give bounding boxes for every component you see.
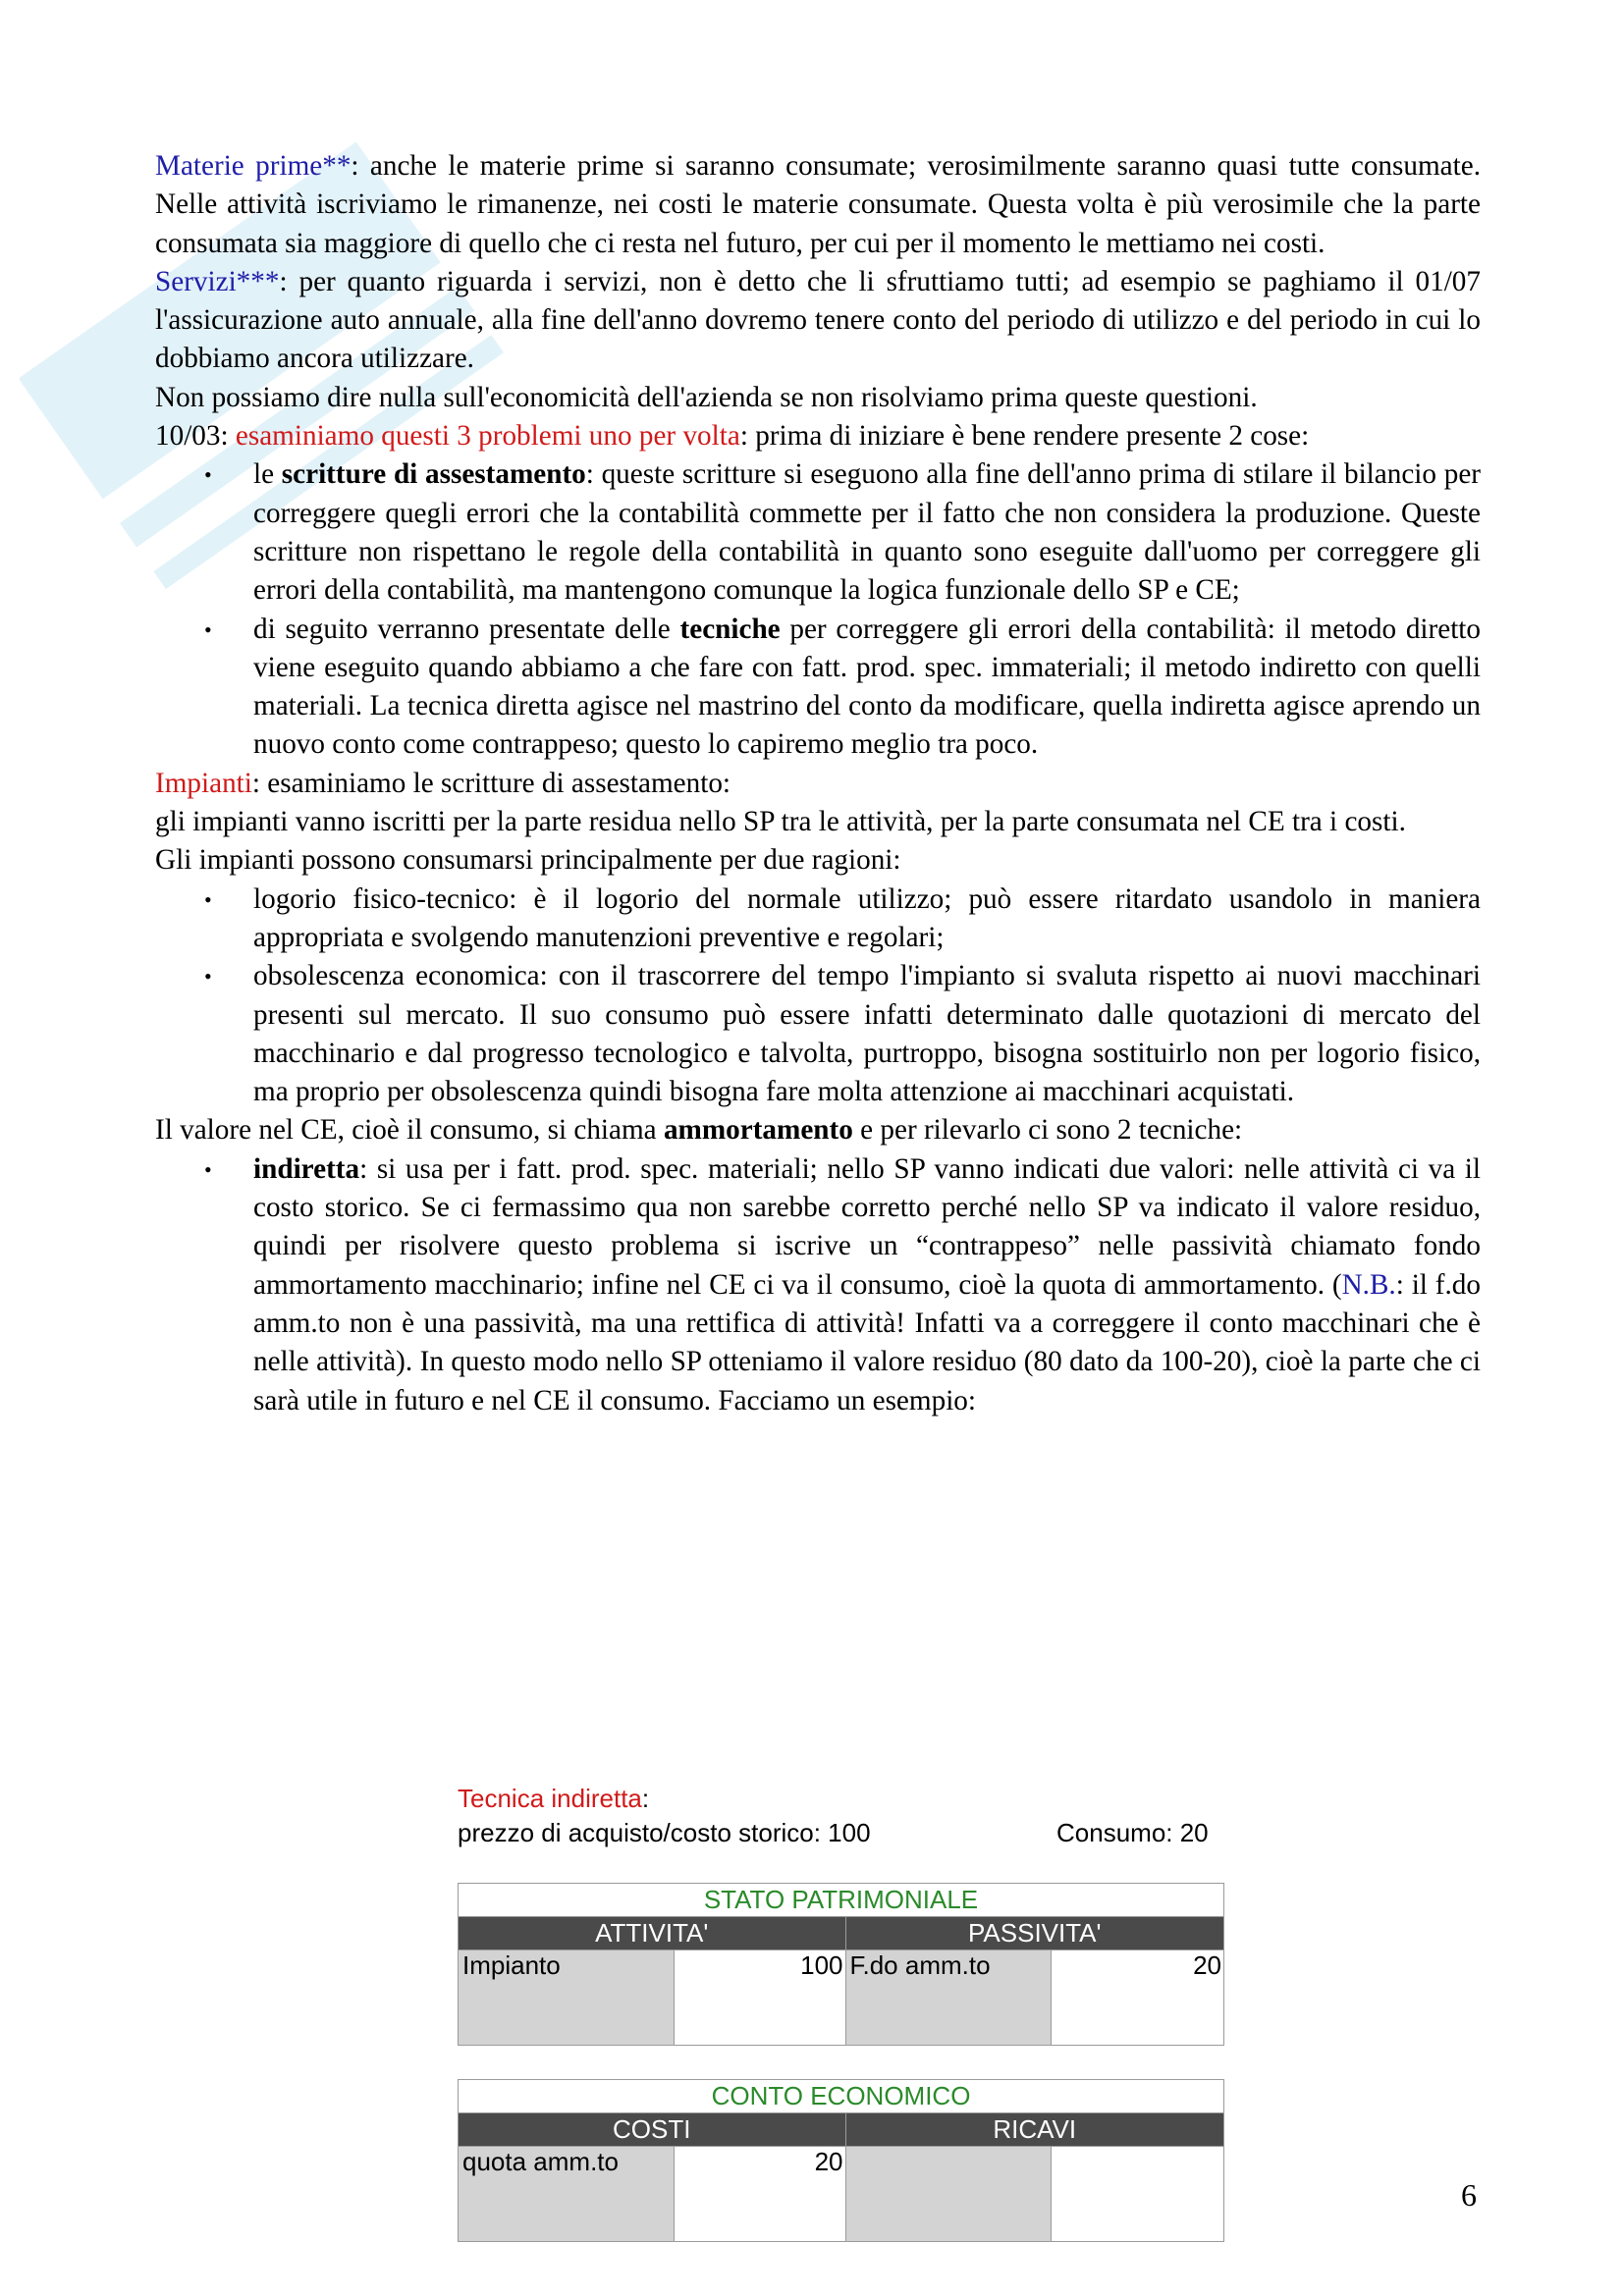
bullet2-bold: tecniche: [679, 613, 781, 645]
bullet2-text: per correggere gli errori della contabilità: il metodo diretto viene eseguito quando abbiamo a che fare con fatt. prod. spec. immateriali; il metodo indiretto con quelli materiali. La tecnica diretta agisce nel mastrino del conto da modificare, quella indiretta agisce aprendo un nuovo conto come contrappeso; questo lo capiremo meglio tra poco.: [253, 613, 1482, 761]
bullet-icon: •: [204, 1156, 212, 1182]
paragraph-esaminiamo: [155, 417, 1481, 455]
ce-ricavi-header: RICAVI: [845, 2113, 1224, 2147]
bullet3-text: logorio fisico-tecnico: è il logorio del normale utilizzo; può essere ritardato usandolo in maniera appropriata e svolgendo manutenzioni preventive e regolari;: [253, 882, 1481, 953]
ce-costi-header: COSTI: [459, 2113, 846, 2147]
bullet4-text: obsolescenza economica: con il trascorrere del tempo l'impianto si svaluta rispetto ai nuovi macchinari presenti sul mercato. Il suo consumo può essere infatti determinato dalle quotazioni di mercato del macchinario e dal progresso tecnologico e talvolta, purtroppo, bisogna sostituirlo non per logorio fisico, ma proprio per obsolescenza quindi bisogna fare molta attenzione ai macchinari acquistati.: [253, 960, 1481, 1108]
list-item: [155, 455, 1481, 610]
paragraph-impianti: [155, 765, 1481, 803]
esaminiamo-highlight: esaminiamo questi 3 problemi uno per volta: [235, 420, 740, 453]
ce-ricavi-value-cell: [1052, 2147, 1224, 2242]
impianti-label: Impianti: [155, 767, 252, 799]
nb-label: N.B.: [1341, 1268, 1396, 1301]
list-item: [155, 1150, 1481, 1420]
ce-ricavi-cell: [845, 2147, 1052, 2242]
list-item: [155, 957, 1481, 1111]
valore-bold: ammortamento: [663, 1114, 853, 1147]
sp-fondo-label: F.do amm.to: [845, 1950, 1052, 2046]
paragraph-materie-prime: [155, 147, 1481, 263]
bullet5-post: : il f.do amm.to non è una passività, ma una rettifica di attività! Infatti va a correggere il conto macchinari che è nelle attività). In questo modo nello SP otteniamo il valore residuo (80 dato da 100-20), cioè la parte che ci sarà utile in futuro e nel CE il consumo. Facciamo un esempio:: [253, 1268, 1481, 1416]
example-header: [458, 1782, 1233, 1850]
paragraph-servizi: [155, 263, 1481, 379]
servizi-text: : per quanto riguarda i servizi, non è detto che li sfruttiamo tutti; ad esempio se paghiamo il 01/07 l'assicurazione auto annuale, alla fine dell'anno dovremo tenere conto del periodo di utilizzo e del periodo in cui lo dobbiamo ancora utilizzare.: [155, 265, 1481, 375]
esaminiamo-text: : prima di iniziare è bene rendere presente 2 cose:: [739, 420, 1310, 453]
ce-title: CONTO ECONOMICO: [459, 2080, 1224, 2113]
bullet1-pre: le: [253, 458, 282, 491]
valore-post: e per rilevarlo ci sono 2 tecniche:: [852, 1114, 1243, 1147]
example-title-line: [458, 1782, 1233, 1816]
ce-quota-label: quota amm.to: [459, 2147, 675, 2242]
example-title-suffix: :: [641, 1784, 650, 1813]
sp-fondo-value: 20: [1052, 1950, 1224, 2046]
bullet5-bold: indiretta: [253, 1152, 360, 1185]
materie-prime-label: Materie prime**: [155, 150, 352, 182]
ce-quota-value: 20: [674, 2147, 845, 2242]
materie-prime-text: : anche le materie prime si saranno consumate; verosimilmente saranno quasi tutte consumate. Nelle attività iscriviamo le rimanenze, nei costi le materie consumate. Questa volta è più verosimile che la parte consumata sia maggiore di quello che ci resta nel futuro, per cui per il momento le mettiamo nei costi.: [155, 150, 1481, 259]
paragraph-impianti-line2: gli impianti vanno iscritti per la parte residua nello SP tra le attività, per la parte consumata nel CE tra i costi.: [155, 806, 1406, 838]
bullet-list-consumo: [155, 881, 1481, 1112]
sp-impianto-value: 100: [674, 1950, 845, 2046]
sp-title: STATO PATRIMONIALE: [459, 1884, 1224, 1917]
sp-attivita-header: ATTIVITA': [459, 1917, 846, 1950]
paragraph-valore: [155, 1111, 1481, 1149]
bullet-list-tecniche: [155, 1150, 1481, 1420]
servizi-label: Servizi***: [155, 265, 280, 297]
sp-impianto-label: Impianto: [459, 1950, 675, 2046]
bullet2-pre: di seguito verranno presentate delle: [253, 613, 680, 645]
page-number: 6: [1461, 2177, 1477, 2213]
sp-passivita-header: PASSIVITA': [845, 1917, 1224, 1950]
list-item: [155, 611, 1481, 765]
bullet-icon: •: [204, 886, 212, 912]
date-label: 10/03:: [155, 420, 236, 453]
bullet1-bold: scritture di assestamento: [281, 458, 586, 491]
bullet-list-assestamento: [155, 455, 1481, 764]
paragraph-non-possiamo: Non possiamo dire nulla sull'economicità dell'azienda se non risolviamo prima queste questioni.: [155, 381, 1258, 413]
bullet1-text: : queste scritture si eseguono alla fine dell'anno prima di stilare il bilancio per correggere quegli errori che la contabilità commette per il fatto che non considera la produzione. Queste scritture non rispettano le regole della contabilità in quanto sono eseguite dall'uomo per correggere gli errori della contabilità, ma mantengono comunque la logica funzionale dello SP e CE;: [253, 458, 1481, 607]
valore-pre: Il valore nel CE, cioè il consumo, si chiama: [155, 1114, 664, 1147]
example-price: prezzo di acquisto/costo storico: 100: [458, 1818, 871, 1847]
example-consumo: Consumo: 20: [1056, 1818, 1209, 1847]
bullet5-text: : si usa per i fatt. prod. spec. materiali; nello SP vanno indicati due valori: nelle attività ci va il costo storico. Se ci fermassimo qua non sarebbe corretto perché nello SP va indicato il valore residuo, quindi per risolvere questo problema si iscrive un “contrappeso” nelle passività chiamato fondo ammortamento macchinario; infine nel CE ci va il consumo, cioè la quota di ammortamento. (: [253, 1152, 1481, 1301]
example-title: Tecnica indiretta: [458, 1784, 642, 1813]
list-item: [155, 881, 1481, 958]
conto-economico-table: [458, 2079, 1224, 2242]
stato-patrimoniale-table: [458, 1883, 1224, 2046]
body-text: [155, 147, 1481, 1420]
bullet-icon: •: [204, 616, 212, 642]
impianti-text: : esaminiamo le scritture di assestamento:: [251, 767, 731, 799]
example-values-line: [458, 1816, 1233, 1850]
paragraph-impianti-line3: Gli impianti possono consumarsi principalmente per due ragioni:: [155, 844, 901, 877]
bullet-icon: •: [204, 964, 212, 989]
bullet-icon: •: [204, 462, 212, 488]
